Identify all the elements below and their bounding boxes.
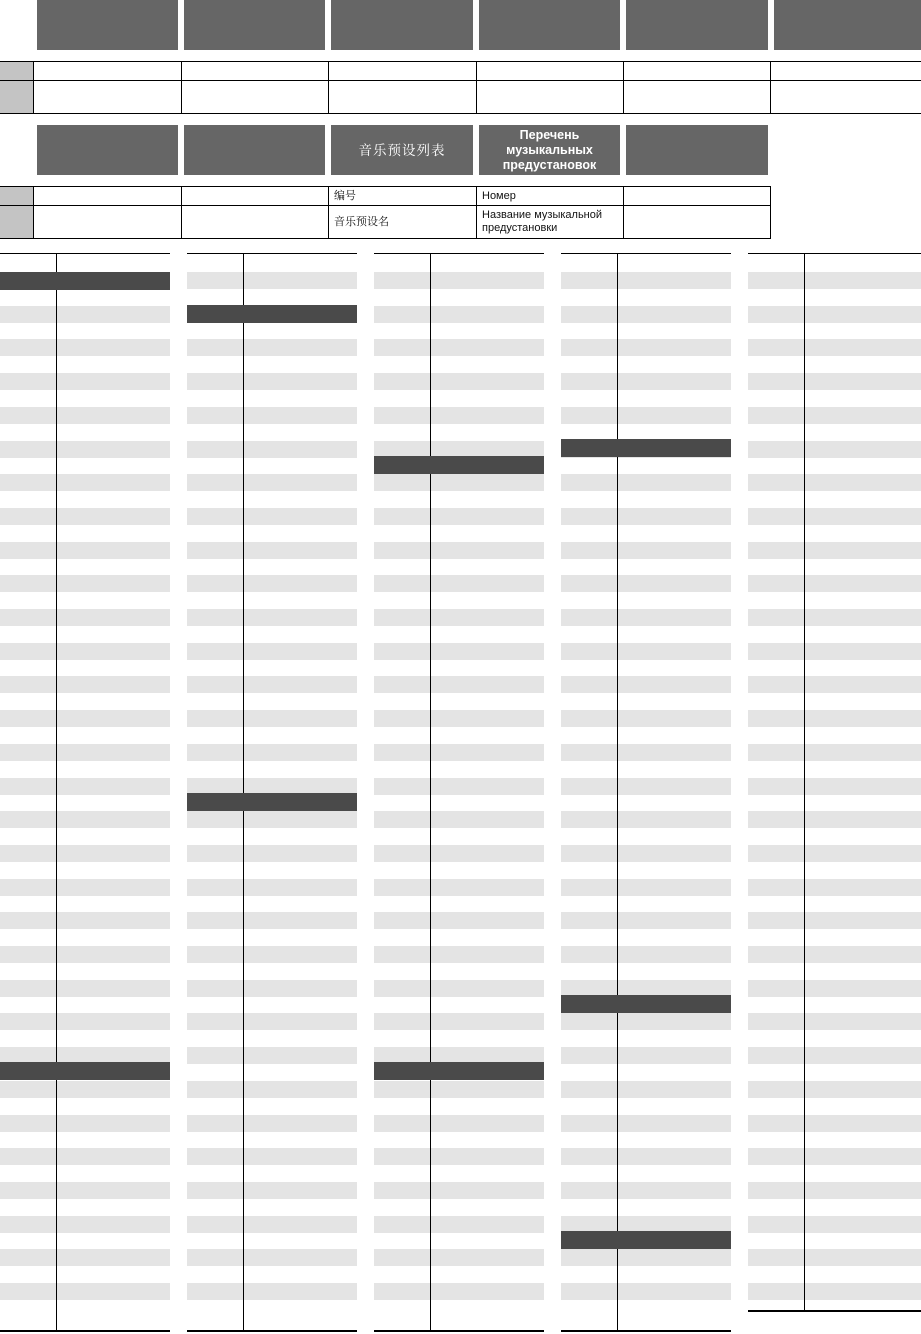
label-number-zh: 编号 xyxy=(334,189,356,202)
label-number-ru: Номер xyxy=(482,189,516,202)
table-row xyxy=(0,980,170,997)
table-row xyxy=(748,912,921,929)
table-row xyxy=(748,441,921,458)
table-row xyxy=(748,778,921,795)
table-row xyxy=(748,508,921,525)
column-separator xyxy=(243,253,244,1331)
table-1-rule-mid xyxy=(0,80,921,81)
side-tab-row-1 xyxy=(0,62,33,80)
table-row xyxy=(374,879,544,896)
table-row xyxy=(561,339,731,356)
table-row xyxy=(0,1148,170,1165)
table-row xyxy=(0,912,170,929)
table-row xyxy=(187,575,357,592)
table-row xyxy=(748,474,921,491)
table-row xyxy=(374,1182,544,1199)
column-separator xyxy=(430,253,431,1331)
preset-list-column-1 xyxy=(0,253,170,1334)
table-row xyxy=(374,339,544,356)
header-cell-3 xyxy=(331,0,473,50)
table-row xyxy=(561,306,731,323)
table-row xyxy=(748,1216,921,1233)
header-chinese-title: 音乐预设列表 xyxy=(331,125,473,175)
column-bottom-rule xyxy=(561,1330,731,1332)
table-row xyxy=(374,710,544,727)
column-top-rule xyxy=(0,253,170,254)
header-cell-1 xyxy=(37,0,178,50)
column-top-rule xyxy=(561,253,731,254)
table-row xyxy=(374,1013,544,1030)
table-row xyxy=(374,1081,544,1098)
table-row xyxy=(748,946,921,963)
table-row xyxy=(561,609,731,626)
table-row xyxy=(374,542,544,559)
table-row xyxy=(187,1249,357,1266)
category-header-row xyxy=(561,1231,731,1249)
table-row xyxy=(748,643,921,660)
table-row xyxy=(748,980,921,997)
table-row xyxy=(0,441,170,458)
category-header-row xyxy=(374,1062,544,1080)
table-row xyxy=(0,1283,170,1300)
table-row xyxy=(748,1283,921,1300)
table-row xyxy=(187,1115,357,1132)
table-row xyxy=(374,1249,544,1266)
column-bottom-rule xyxy=(0,1330,170,1332)
table-row xyxy=(561,845,731,862)
table-1-rule-top xyxy=(0,61,921,62)
table-row xyxy=(0,1013,170,1030)
table-row xyxy=(374,1115,544,1132)
table-2-divider xyxy=(33,186,34,239)
table-row xyxy=(561,1249,731,1266)
table-row xyxy=(0,643,170,660)
table-row xyxy=(748,407,921,424)
table-row xyxy=(0,306,170,323)
table-1-divider xyxy=(328,61,329,114)
preset-list-column-3 xyxy=(374,253,544,1334)
table-row xyxy=(0,542,170,559)
header-cell-6 xyxy=(774,0,921,50)
table-row xyxy=(748,339,921,356)
table-row xyxy=(187,1047,357,1064)
table-row xyxy=(748,272,921,289)
table-row xyxy=(561,946,731,963)
table-row xyxy=(187,1283,357,1300)
table-row xyxy=(561,1081,731,1098)
side-tab-row-1 xyxy=(0,187,33,205)
category-header-row xyxy=(187,305,357,323)
category-header-row xyxy=(374,456,544,474)
table-row xyxy=(374,373,544,390)
table-row xyxy=(374,643,544,660)
table-2-rule-bottom xyxy=(0,238,771,239)
table-row xyxy=(561,1013,731,1030)
table-1-divider xyxy=(476,61,477,114)
table-row xyxy=(187,946,357,963)
column-separator xyxy=(56,253,57,1331)
table-1-divider xyxy=(770,61,771,114)
table-2-divider xyxy=(181,186,182,239)
preset-list-column-2 xyxy=(187,253,357,1334)
table-row xyxy=(187,474,357,491)
table-row xyxy=(374,1216,544,1233)
table-row xyxy=(187,912,357,929)
table-row xyxy=(374,912,544,929)
table-row xyxy=(748,1182,921,1199)
column-top-rule xyxy=(374,253,544,254)
table-row xyxy=(561,1115,731,1132)
label-preset-name-ru: Название музыкальной предустановки xyxy=(482,209,603,234)
table-row xyxy=(0,474,170,491)
table-row xyxy=(187,778,357,795)
column-bottom-rule xyxy=(748,1310,921,1312)
table-row xyxy=(374,1148,544,1165)
table-row xyxy=(561,575,731,592)
table-row xyxy=(561,373,731,390)
table-row xyxy=(748,811,921,828)
table-row xyxy=(748,542,921,559)
table-1-divider xyxy=(623,61,624,114)
table-row xyxy=(0,946,170,963)
table-row xyxy=(748,373,921,390)
category-header-row xyxy=(0,272,170,290)
table-row xyxy=(187,1081,357,1098)
table-row xyxy=(561,272,731,289)
table-row xyxy=(187,339,357,356)
table-row xyxy=(374,1283,544,1300)
side-tab-row-2 xyxy=(0,81,33,113)
header-cell-1 xyxy=(37,125,178,175)
table-row xyxy=(187,441,357,458)
side-tab-row-2 xyxy=(0,206,33,238)
table-row xyxy=(187,811,357,828)
table-row xyxy=(0,1081,170,1098)
table-row xyxy=(561,542,731,559)
table-row xyxy=(374,980,544,997)
table-row xyxy=(187,508,357,525)
table-row xyxy=(0,575,170,592)
category-header-row xyxy=(0,1062,170,1080)
table-row xyxy=(374,778,544,795)
table-row xyxy=(748,1081,921,1098)
table-row xyxy=(187,1216,357,1233)
table-row xyxy=(187,1182,357,1199)
column-top-rule xyxy=(748,253,921,254)
table-row xyxy=(374,508,544,525)
header-russian-title: Перечень музыкальных предустановок xyxy=(479,125,620,175)
preset-list-column-4 xyxy=(561,253,731,1334)
table-row xyxy=(0,845,170,862)
header-cell-4 xyxy=(479,0,620,50)
table-row xyxy=(748,1047,921,1064)
table-row xyxy=(561,474,731,491)
table-row xyxy=(561,778,731,795)
table-row xyxy=(187,676,357,693)
table-row xyxy=(374,575,544,592)
table-row xyxy=(187,845,357,862)
table-row xyxy=(748,710,921,727)
table-2-divider xyxy=(623,186,624,239)
table-row xyxy=(748,306,921,323)
column-separator xyxy=(804,253,805,1311)
table-row xyxy=(374,306,544,323)
table-row xyxy=(0,609,170,626)
category-header-row xyxy=(187,793,357,811)
table-row xyxy=(748,845,921,862)
table-row xyxy=(561,1148,731,1165)
table-row xyxy=(187,1013,357,1030)
table-row xyxy=(748,676,921,693)
table-row xyxy=(561,710,731,727)
table-2-divider xyxy=(770,186,771,239)
column-top-rule xyxy=(187,253,357,254)
table-row xyxy=(748,609,921,626)
table-row xyxy=(561,407,731,424)
table-row xyxy=(561,744,731,761)
table-row xyxy=(0,373,170,390)
table-row xyxy=(748,1249,921,1266)
table-row xyxy=(561,879,731,896)
table-1-divider xyxy=(33,61,34,114)
table-row xyxy=(0,1182,170,1199)
table-row xyxy=(748,1013,921,1030)
header-cell-5 xyxy=(626,125,768,175)
table-1-rule-bottom xyxy=(0,113,921,114)
table-row xyxy=(561,1283,731,1300)
table-row xyxy=(0,1115,170,1132)
table-row xyxy=(374,744,544,761)
table-row xyxy=(187,980,357,997)
preset-list-column-5 xyxy=(748,253,921,1314)
table-row xyxy=(561,643,731,660)
table-row xyxy=(0,407,170,424)
category-header-row xyxy=(561,995,731,1013)
label-preset-name-zh: 音乐预设名 xyxy=(334,215,389,228)
table-row xyxy=(374,811,544,828)
table-row xyxy=(374,676,544,693)
header-cell-5 xyxy=(626,0,768,50)
table-row xyxy=(374,407,544,424)
table-row xyxy=(748,744,921,761)
table-1-divider xyxy=(181,61,182,114)
table-row xyxy=(0,811,170,828)
table-row xyxy=(374,845,544,862)
table-row xyxy=(0,1216,170,1233)
table-row xyxy=(374,609,544,626)
table-row xyxy=(374,441,544,458)
column-bottom-rule xyxy=(374,1330,544,1332)
column-separator xyxy=(617,253,618,1331)
table-row xyxy=(374,272,544,289)
header-cell-2 xyxy=(184,0,325,50)
table-row xyxy=(748,879,921,896)
table-row xyxy=(0,1249,170,1266)
table-row xyxy=(748,575,921,592)
table-row xyxy=(187,272,357,289)
table-row xyxy=(374,474,544,491)
table-row xyxy=(0,879,170,896)
table-row xyxy=(561,508,731,525)
table-row xyxy=(561,912,731,929)
table-row xyxy=(0,508,170,525)
table-row xyxy=(0,778,170,795)
table-row xyxy=(187,879,357,896)
table-row xyxy=(187,373,357,390)
table-row xyxy=(0,676,170,693)
column-bottom-rule xyxy=(187,1330,357,1332)
table-row xyxy=(187,1148,357,1165)
table-row xyxy=(187,609,357,626)
table-row xyxy=(748,1148,921,1165)
header-cell-2 xyxy=(184,125,325,175)
table-row xyxy=(561,1047,731,1064)
table-row xyxy=(748,1115,921,1132)
table-row xyxy=(0,710,170,727)
table-row xyxy=(187,744,357,761)
table-row xyxy=(0,744,170,761)
table-row xyxy=(187,710,357,727)
table-row xyxy=(0,339,170,356)
table-row xyxy=(187,542,357,559)
category-header-row xyxy=(561,439,731,457)
table-row xyxy=(187,643,357,660)
table-row xyxy=(561,811,731,828)
table-row xyxy=(561,676,731,693)
table-row xyxy=(374,946,544,963)
table-row xyxy=(187,407,357,424)
table-row xyxy=(561,1182,731,1199)
